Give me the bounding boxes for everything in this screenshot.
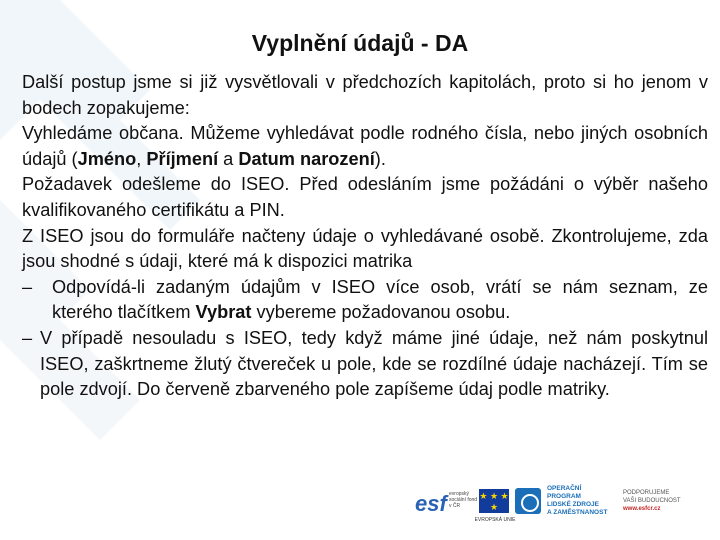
paragraph-request: Požadavek odešleme do ISEO. Před odesláním jsme požádáni o výběr našeho kvalifikovaného certifikátu a PIN.	[22, 174, 708, 220]
bold-prijmeni: Příjmení	[146, 148, 219, 169]
text-segment: ,	[136, 148, 147, 169]
eu-flag-icon	[474, 489, 516, 523]
bold-jmeno: Jméno	[77, 148, 137, 169]
op-line: LIDSKÉ ZDROJE	[547, 501, 600, 508]
slide-body	[22, 70, 708, 403]
bullet-marker: –	[22, 276, 33, 297]
support-line: VAŠI BUDOUCNOST	[623, 498, 681, 504]
eu-stars: ★ ★ ★ ★	[479, 491, 509, 512]
op-program-text	[547, 485, 617, 517]
bullet-marker: –	[22, 327, 33, 348]
paragraph-check: Z ISEO jsou do formuláře načteny údaje o vyhledávané osobě. Zkontrolujeme, zda jsou shodné s údaji, které má k dispozici matrika	[22, 225, 708, 272]
bold-datum-narozeni: Datum narození	[238, 148, 375, 169]
footer-logos	[415, 476, 715, 526]
bold-vybrat: Vybrat	[195, 302, 252, 323]
text-segment: ).	[374, 148, 386, 169]
slide-title: Vyplnění údajů - DA	[251, 30, 469, 56]
op-line: A ZAMĚSTNANOST	[547, 509, 608, 516]
text-segment: Vyhledáme občana. Můžeme vyhledávat podle rodného čísla, nebo jiných osobních údajů (	[22, 123, 708, 169]
op-line: OPERAČNÍ PROGRAM	[547, 485, 582, 500]
bullet-text: V případě nesouladu s ISEO, tedy když máme jiné údaje, než nám poskytnul ISEO, zaškrtneme žlutý čtvereček u pole, kde se rozdílné údaje nacházejí. Tím se pole zdvojí. Do červeně zbarveného pole zapíšeme údaj podle matriky.	[40, 327, 708, 400]
text-segment: Odpovídá-li zadaným údajům v ISEO více osob, vrátí se nám seznam, ze kterého tlačítkem	[52, 276, 708, 323]
esf-logo-text: esf	[415, 491, 447, 516]
op-program-icon	[515, 488, 541, 514]
support-url: www.esfcr.cz	[623, 506, 661, 512]
text-segment: vybereme požadovanou osobu.	[251, 302, 511, 323]
support-text	[623, 489, 695, 513]
text-segment: a	[218, 148, 239, 169]
eu-caption: EVROPSKÁ UNIE	[474, 517, 516, 523]
bullet-item-mismatch	[22, 326, 708, 403]
bullet-item-multiple-persons	[22, 275, 708, 326]
support-line: PODPORUJEME	[623, 490, 670, 496]
paragraph-intro: Další postup jsme si již vysvětlovali v předchozích kapitolách, proto si ho jenom v bodech zopakujeme:	[22, 72, 708, 118]
esf-logo-caption: evropský sociální fond v ČR	[449, 491, 478, 509]
paragraph-search	[22, 121, 708, 172]
esf-logo	[415, 481, 478, 521]
bullet-text	[52, 275, 708, 326]
